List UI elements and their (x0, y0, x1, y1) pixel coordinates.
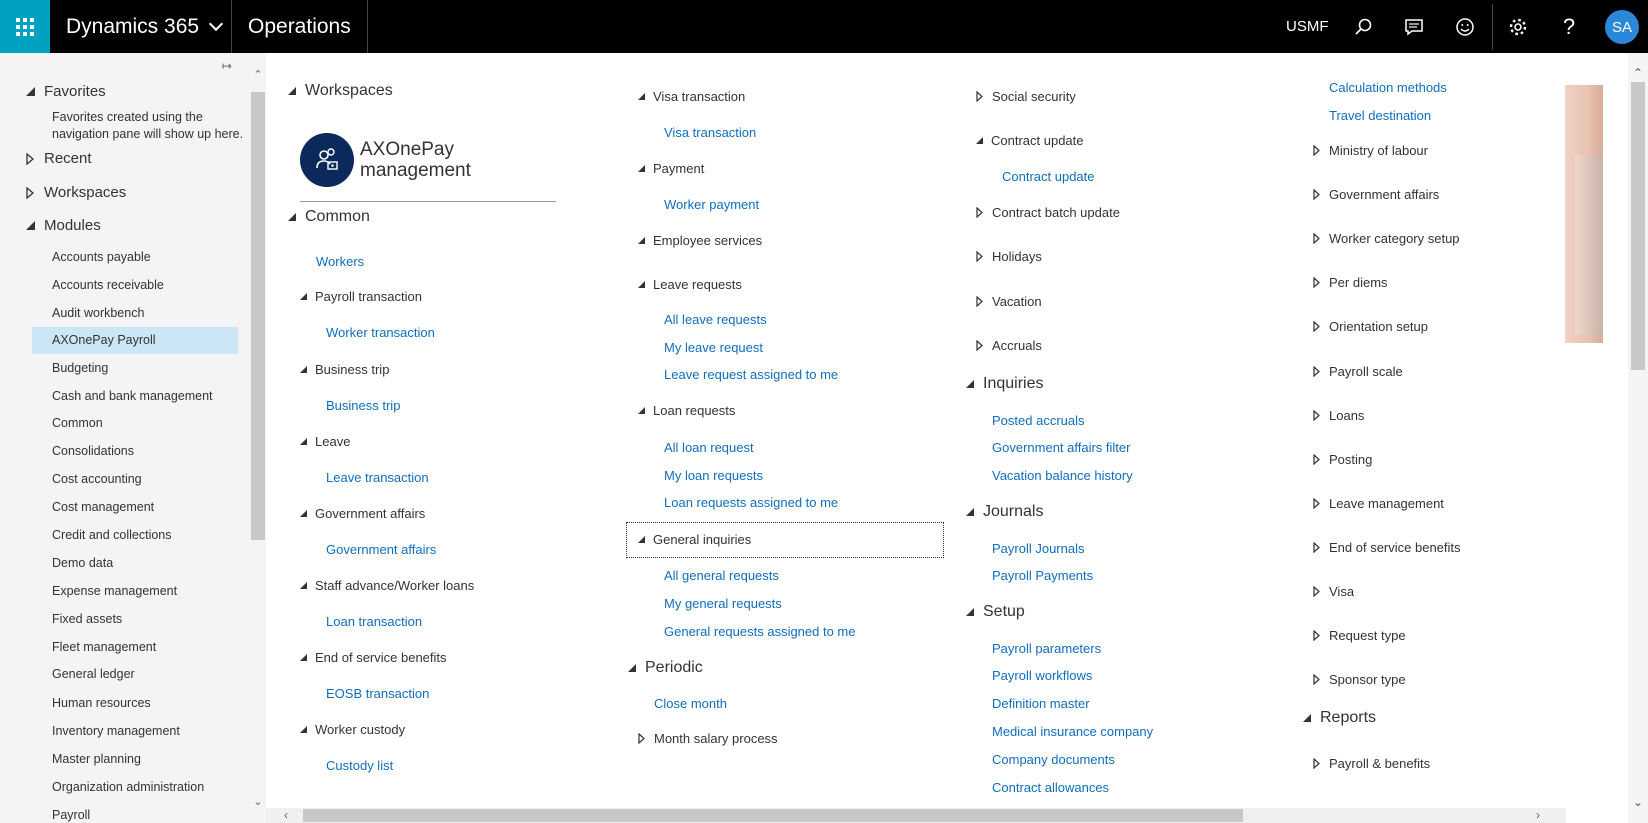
nav-recent-label: Recent (44, 150, 92, 167)
link-general-assigned[interactable]: General requests assigned to me (664, 624, 856, 639)
module-item[interactable]: Common (52, 416, 103, 430)
expanded-triangle-icon (300, 293, 307, 300)
group-label: Month salary process (654, 731, 778, 746)
group-label: Request type (1329, 628, 1406, 643)
collapsed-triangle-icon (1313, 277, 1320, 288)
group-label: Accruals (992, 338, 1042, 353)
link-posted-accruals[interactable]: Posted accruals (992, 413, 1085, 428)
group-label: Per diems (1329, 275, 1388, 290)
search-button[interactable] (1338, 0, 1388, 53)
collapsed-triangle-icon (26, 153, 34, 165)
group-end-of-service[interactable] (300, 650, 447, 665)
module-item[interactable]: Cost management (52, 500, 155, 514)
expanded-triangle-icon (638, 536, 645, 543)
group-leave-requests[interactable] (638, 277, 742, 292)
collapsed-triangle-icon (976, 91, 983, 102)
group-request-type[interactable] (1313, 628, 1406, 643)
expanded-triangle-icon (966, 608, 974, 616)
expanded-triangle-icon (300, 438, 307, 445)
nav-favorites-label: Favorites (44, 83, 106, 100)
collapsed-triangle-icon (638, 733, 645, 744)
periodic-heading-label: Periodic (645, 659, 703, 676)
module-item[interactable]: Demo data (52, 556, 114, 570)
link-business-trip[interactable]: Business trip (326, 398, 401, 413)
collapsed-triangle-icon (1313, 674, 1320, 685)
collapsed-triangle-icon (976, 207, 983, 218)
expanded-triangle-icon (300, 510, 307, 517)
setup-heading[interactable] (966, 603, 1025, 621)
group-label: End of service benefits (1329, 540, 1461, 555)
group-label: Staff advance/Worker loans (315, 578, 475, 593)
module-item[interactable]: Organization administration (52, 780, 205, 794)
favorites-hint: Favorites created using the navigation pane will show up here. (52, 110, 244, 141)
link-contract-update[interactable]: Contract update (1002, 169, 1095, 184)
collapsed-triangle-icon (1313, 233, 1320, 244)
group-label: Orientation setup (1329, 319, 1429, 334)
expanded-triangle-icon (966, 508, 974, 516)
nav-recent[interactable] (26, 150, 92, 167)
expanded-triangle-icon (638, 93, 645, 100)
common-heading-label: Common (305, 208, 370, 225)
background-image-detail (1575, 155, 1603, 335)
group-label: Worker custody (315, 722, 406, 737)
group-payment[interactable] (638, 161, 704, 176)
link-all-loan-request[interactable]: All loan request (664, 440, 754, 455)
link-worker-transaction[interactable]: Worker transaction (326, 325, 435, 340)
app-name: Dynamics 365 (66, 14, 200, 38)
gear-icon (1508, 17, 1528, 37)
reports-heading-label: Reports (1320, 709, 1377, 726)
group-label: Employee services (653, 233, 763, 248)
nav-workspaces[interactable] (26, 184, 126, 201)
module-item[interactable]: Audit workbench (52, 306, 145, 320)
reports-heading[interactable] (1303, 709, 1376, 727)
group-label: Payroll transaction (315, 289, 422, 304)
group-label: Holidays (992, 249, 1042, 264)
collapsed-triangle-icon (1313, 145, 1320, 156)
module-item[interactable]: Credit and collections (52, 528, 172, 542)
group-payroll-scale[interactable] (1313, 364, 1403, 379)
company-picker[interactable]: USMF (1286, 18, 1329, 35)
group-label: Loans (1329, 408, 1365, 423)
horizontal-scrollbar-thumb[interactable] (303, 809, 1243, 822)
group-label: Vacation (992, 294, 1042, 309)
feedback-icon (1455, 17, 1475, 37)
group-label: Government affairs (1329, 187, 1440, 202)
expanded-triangle-icon (26, 221, 35, 230)
collapsed-triangle-icon (1313, 542, 1320, 553)
group-per-diems[interactable] (1313, 275, 1388, 290)
expanded-triangle-icon (638, 237, 645, 244)
nav-modules-label: Modules (44, 217, 101, 234)
expanded-triangle-icon (638, 407, 645, 414)
pin-icon[interactable]: ↦ (222, 59, 233, 73)
collapsed-triangle-icon (976, 340, 983, 351)
journals-heading[interactable] (966, 503, 1043, 521)
scroll-right-icon[interactable]: › (1536, 808, 1540, 822)
link-workers[interactable]: Workers (316, 254, 365, 269)
link-definition-master[interactable]: Definition master (992, 696, 1090, 711)
link-all-general-requests[interactable]: All general requests (664, 568, 779, 583)
group-label: Contract batch update (992, 205, 1120, 220)
module-item[interactable]: Master planning (52, 752, 141, 766)
link-all-leave-requests[interactable]: All leave requests (664, 312, 767, 327)
module-item[interactable]: Cost accounting (52, 472, 142, 486)
group-label: Payment (653, 161, 705, 176)
collapsed-triangle-icon (1313, 366, 1320, 377)
navigation-pane (0, 53, 250, 823)
group-label: Payroll & benefits (1329, 756, 1431, 771)
group-contract-batch-update[interactable] (976, 205, 1120, 220)
group-accruals[interactable] (976, 338, 1042, 353)
link-my-loan-requests[interactable]: My loan requests (664, 468, 763, 483)
collapsed-triangle-icon (1313, 498, 1320, 509)
scroll-down-icon[interactable]: ⌄ (253, 796, 263, 808)
periodic-heading[interactable] (628, 659, 703, 677)
link-government-affairs[interactable]: Government affairs (326, 542, 437, 557)
expanded-triangle-icon (628, 664, 636, 672)
collapsed-triangle-icon (976, 251, 983, 262)
group-label: Leave (315, 434, 351, 449)
group-holidays[interactable] (976, 249, 1042, 264)
group-label: General inquiries (653, 532, 752, 547)
link-my-general-requests[interactable]: My general requests (664, 596, 782, 611)
nav-favorites[interactable] (26, 83, 106, 100)
group-contract-update[interactable] (976, 133, 1084, 148)
setup-heading-label: Setup (983, 603, 1025, 620)
group-label: Social security (992, 89, 1076, 104)
group-visa[interactable] (1313, 584, 1354, 599)
link-visa-transaction[interactable]: Visa transaction (664, 125, 757, 140)
expanded-triangle-icon (1303, 714, 1311, 722)
workspace-tile-title-line1: AXOnePay (360, 139, 454, 160)
expanded-triangle-icon (300, 726, 307, 733)
link-medical-insurance[interactable]: Medical insurance company (992, 724, 1154, 739)
journals-heading-label: Journals (983, 503, 1044, 520)
divider (300, 201, 556, 202)
module-content (266, 53, 1566, 808)
avatar[interactable]: SA (1605, 10, 1639, 44)
link-loan-assigned[interactable]: Loan requests assigned to me (664, 495, 839, 510)
expanded-triangle-icon (976, 137, 983, 144)
help-icon: ? (1562, 13, 1576, 39)
module-title[interactable]: Operations (232, 0, 368, 53)
expanded-triangle-icon (966, 380, 974, 388)
module-item[interactable]: Fleet management (52, 640, 157, 654)
nav-modules[interactable] (26, 217, 101, 234)
link-gov-affairs-filter[interactable]: Government affairs filter (992, 440, 1131, 455)
scroll-up-icon[interactable]: ⌃ (1632, 66, 1644, 80)
group-label: Sponsor type (1329, 672, 1406, 687)
app-switcher[interactable] (50, 0, 232, 53)
group-sponsor-type[interactable] (1313, 672, 1406, 687)
group-label: Government affairs (315, 506, 426, 521)
scroll-left-icon[interactable]: ‹ (284, 808, 288, 822)
group-label: Visa (1329, 584, 1355, 599)
module-item[interactable]: Accounts receivable (52, 278, 164, 292)
group-label: Leave management (1329, 496, 1444, 511)
link-contract-allowances[interactable]: Contract allowances (992, 780, 1110, 795)
group-employee-services[interactable] (638, 233, 762, 248)
link-payroll-workflows[interactable]: Payroll workflows (992, 668, 1093, 683)
workspaces-heading[interactable] (288, 82, 393, 100)
app-launcher-icon (16, 18, 34, 36)
group-eosb-setup[interactable] (1313, 540, 1461, 555)
link-worker-payment[interactable]: Worker payment (664, 197, 760, 212)
expanded-triangle-icon (300, 582, 307, 589)
workspace-tile-icon[interactable] (300, 133, 354, 187)
link-travel-destination[interactable]: Travel destination (1329, 108, 1432, 123)
link-loan-transaction[interactable]: Loan transaction (326, 614, 423, 629)
workspace-tile[interactable] (360, 139, 471, 181)
group-general-inquiries[interactable] (638, 532, 751, 547)
group-label: Contract update (991, 133, 1084, 148)
module-item[interactable]: Human resources (52, 696, 151, 710)
inquiries-heading[interactable] (966, 375, 1043, 393)
collapsed-triangle-icon (1313, 410, 1320, 421)
group-posting[interactable] (1313, 452, 1372, 467)
link-eosb-transaction[interactable]: EOSB transaction (326, 686, 430, 701)
module-item[interactable]: Consolidations (52, 444, 134, 458)
chevron-down-icon (209, 16, 223, 30)
module-item[interactable]: Expense management (52, 584, 178, 598)
group-worker-custody[interactable] (300, 722, 405, 737)
group-ministry-of-labour[interactable] (1313, 143, 1428, 158)
messages-button[interactable] (1389, 0, 1439, 53)
inquiries-heading-label: Inquiries (983, 375, 1044, 392)
link-leave-assigned[interactable]: Leave request assigned to me (664, 367, 839, 382)
collapsed-triangle-icon (976, 296, 983, 307)
module-item[interactable]: Fixed assets (52, 612, 123, 626)
collapsed-triangle-icon (1313, 321, 1320, 332)
group-leave[interactable] (300, 434, 350, 449)
scroll-up-icon[interactable]: ⌃ (253, 69, 263, 81)
feedback-button[interactable] (1440, 0, 1490, 53)
group-social-security[interactable] (976, 89, 1076, 104)
group-label: Payroll scale (1329, 364, 1403, 379)
group-month-salary[interactable] (638, 731, 778, 746)
scroll-down-icon[interactable]: ⌄ (1632, 795, 1644, 809)
group-label: Worker category setup (1329, 231, 1460, 246)
settings-button[interactable] (1493, 0, 1543, 53)
link-vacation-balance[interactable]: Vacation balance history (992, 468, 1133, 483)
app-launcher-button[interactable] (0, 0, 50, 53)
expanded-triangle-icon (638, 165, 645, 172)
collapsed-triangle-icon (26, 187, 34, 199)
group-loans[interactable] (1313, 408, 1364, 423)
module-item[interactable]: Accounts payable (52, 250, 151, 264)
link-calculation-methods[interactable]: Calculation methods (1329, 80, 1447, 95)
group-vacation[interactable] (976, 294, 1042, 309)
group-orientation-setup[interactable] (1313, 319, 1428, 334)
workspaces-heading-label: Workspaces (305, 82, 393, 99)
module-item[interactable]: Inventory management (52, 724, 180, 738)
group-label: Visa transaction (653, 89, 746, 104)
collapsed-triangle-icon (1313, 758, 1320, 769)
search-icon (1353, 17, 1373, 37)
expanded-triangle-icon (288, 213, 296, 221)
module-item[interactable]: General ledger (52, 667, 135, 681)
collapsed-triangle-icon (1313, 189, 1320, 200)
group-payroll-transaction[interactable] (300, 289, 422, 304)
collapsed-triangle-icon (1313, 630, 1320, 641)
link-custody-list[interactable]: Custody list (326, 758, 394, 773)
collapsed-triangle-icon (1313, 454, 1320, 465)
expanded-triangle-icon (300, 654, 307, 661)
collapsed-triangle-icon (1313, 586, 1320, 597)
top-bar (0, 0, 1648, 53)
group-label: End of service benefits (315, 650, 447, 665)
link-company-documents[interactable]: Company documents (992, 752, 1115, 767)
group-visa-transaction[interactable] (638, 89, 745, 104)
group-label: Business trip (315, 362, 390, 377)
workspace-tile-title-line2: management (360, 160, 471, 181)
module-item-selected[interactable]: AXOnePay Payroll (32, 327, 238, 354)
expanded-triangle-icon (300, 366, 307, 373)
group-payroll-benefits[interactable] (1313, 756, 1430, 771)
expanded-triangle-icon (638, 281, 645, 288)
background-image (1565, 85, 1603, 343)
group-leave-management[interactable] (1313, 496, 1444, 511)
expanded-triangle-icon (26, 87, 35, 96)
link-payroll-parameters[interactable]: Payroll parameters (992, 641, 1102, 656)
link-leave-transaction[interactable]: Leave transaction (326, 470, 429, 485)
group-loan-requests[interactable] (638, 403, 735, 418)
expanded-triangle-icon (288, 87, 296, 95)
module-item[interactable]: Cash and bank management (52, 389, 213, 403)
group-government-affairs[interactable] (300, 506, 425, 521)
group-business-trip[interactable] (300, 362, 389, 377)
group-label: Leave requests (653, 277, 742, 292)
link-payroll-journals[interactable]: Payroll Journals (992, 541, 1085, 556)
module-item[interactable]: Budgeting (52, 361, 109, 375)
link-my-leave-request[interactable]: My leave request (664, 340, 763, 355)
link-payroll-payments[interactable]: Payroll Payments (992, 568, 1094, 583)
group-government-affairs-setup[interactable] (1313, 187, 1439, 202)
chat-icon (1404, 17, 1424, 37)
page-scrollbar-thumb[interactable] (1631, 82, 1645, 370)
people-icon (313, 146, 341, 174)
nav-scrollbar-thumb[interactable] (251, 92, 265, 540)
group-worker-category[interactable] (1313, 231, 1460, 246)
help-button[interactable] (1544, 0, 1594, 53)
group-label: Posting (1329, 452, 1373, 467)
common-heading[interactable] (288, 208, 370, 226)
group-label: Loan requests (653, 403, 736, 418)
group-staff-advance[interactable] (300, 578, 474, 593)
module-item[interactable]: Payroll (52, 808, 91, 822)
link-close-month[interactable]: Close month (654, 696, 727, 711)
nav-workspaces-label: Workspaces (44, 184, 127, 201)
group-label: Ministry of labour (1329, 143, 1428, 158)
